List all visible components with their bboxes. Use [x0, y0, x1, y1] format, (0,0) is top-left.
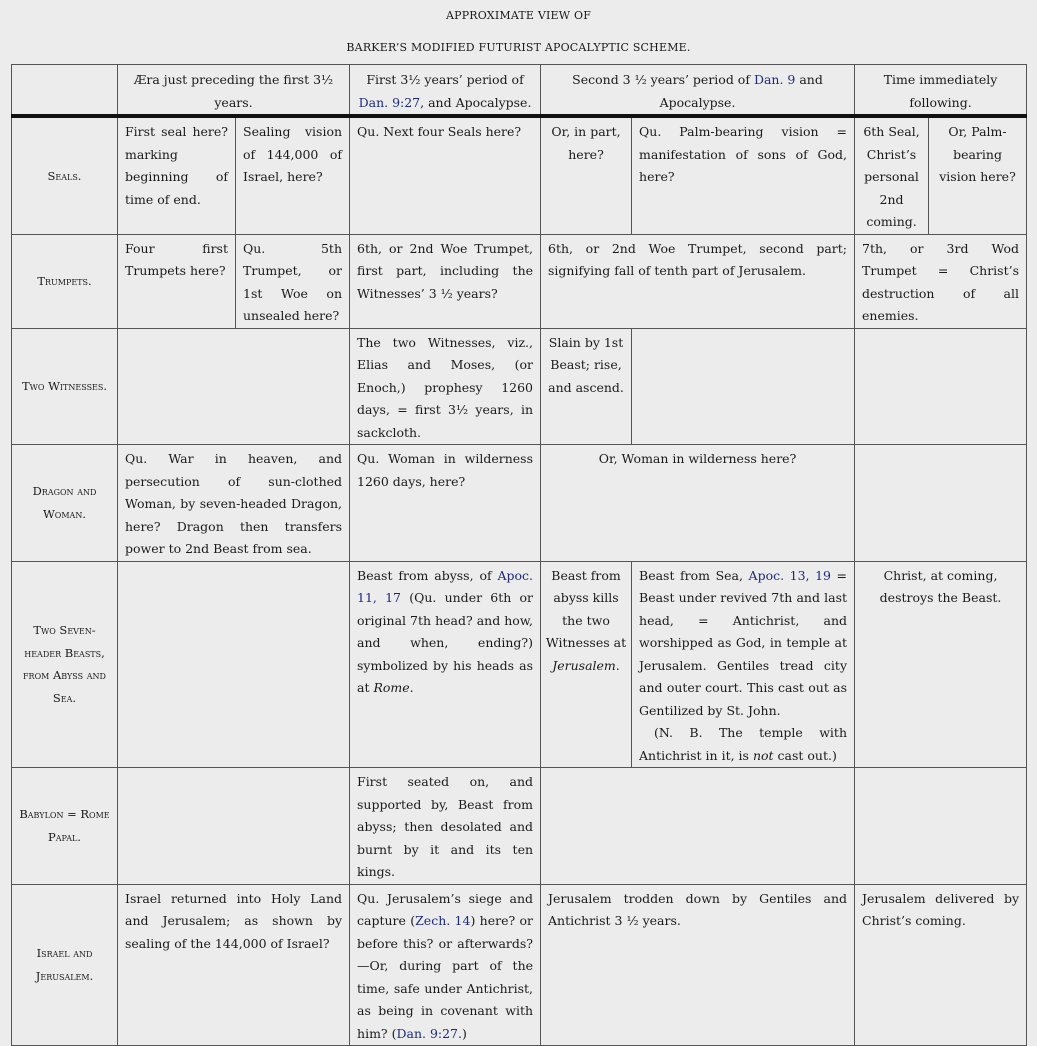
row-two-beasts: [12, 561, 1027, 768]
title-line-1: APPROXIMATE VIEW OF: [445, 9, 592, 22]
row-label-two-beasts: Two Seven-header Beasts, from Abyss and Sea.: [12, 561, 118, 768]
seals-cell-g: Or, Palm-bearing vision here?: [929, 116, 1027, 234]
israel-cell-c: Qu. Jerusalem’s siege and capture (Zech. 14) here? or before this? or afterwards?—Or, during part of the time, safe under Antichrist, as being in covenant with him? (Dan. 9:27.): [350, 884, 541, 1046]
witnesses-cell-c: The two Witnesses, viz., Elias and Moses, (or Enoch,) prophesy 1260 days, = first 3½ years, in sackcloth.: [350, 328, 541, 445]
witnesses-cell-e: [632, 328, 855, 445]
beasts-cell-c: Beast from abyss, of Apoc. 11, 17 (Qu. under 6th or original 7th head? and how, and when, ending?) symbolized by his heads as at Rome.: [350, 561, 541, 768]
row-label-israel: Israel and Jerusalem.: [12, 884, 118, 1046]
header-row: [12, 65, 1027, 117]
trumpets-cell-c: 6th, or 2nd Woe Trumpet, first part, including the Witnesses’ 3 ½ years?: [350, 234, 541, 328]
trumpets-cell-a: Four first Trumpets here?: [118, 234, 236, 328]
row-babylon: [12, 768, 1027, 885]
trumpets-cell-b: Qu. 5th Trumpet, or 1st Woe on unsealed here?: [236, 234, 350, 328]
witnesses-cell-a: [118, 328, 350, 445]
row-label-two-witnesses: Two Witnesses.: [12, 328, 118, 445]
header-era-preceding: Æra just preceding the first 3½ years.: [118, 65, 350, 117]
witnesses-cell-d: Slain by 1st Beast; rise, and ascend.: [541, 328, 632, 445]
row-seals: [12, 116, 1027, 234]
title-line-2: BARKER’S MODIFIED FUTURIST APOCALYPTIC SCHEME.: [346, 41, 691, 54]
header-first-period: First 3½ years’ period of Dan. 9:27, and Apocalypse.: [350, 65, 541, 117]
seals-cell-c: Qu. Next four Seals here?: [350, 116, 541, 234]
link-zech-14[interactable]: Zech. 14: [415, 913, 471, 928]
row-label-trumpets: Trumpets.: [12, 234, 118, 328]
dragon-cell-e: [855, 445, 1027, 562]
link-dan-9[interactable]: Dan. 9: [753, 72, 796, 87]
seals-cell-b: Sealing vision of 144,000 of Israel, here?: [236, 116, 350, 234]
header-time-following: Time immediately following.: [855, 65, 1027, 117]
dragon-cell-c: Qu. Woman in wilderness 1260 days, here?: [350, 445, 541, 562]
seals-cell-a: First seal here? marking beginning of time of end.: [118, 116, 236, 234]
link-dan-9-27-israel[interactable]: Dan. 9:27: [396, 1025, 459, 1041]
scheme-table: [11, 64, 1027, 1046]
row-label-dragon-woman: Dragon and Woman.: [12, 445, 118, 562]
beasts-nb-note: (N. B. The temple with Antichrist in it, is not cast out.): [639, 725, 848, 763]
israel-cell-d: Jerusalem trodden down by Gentiles and Antichrist 3 ½ years.: [541, 884, 855, 1046]
link-apoc-11-17[interactable]: Apoc. 11, 17: [357, 567, 534, 605]
row-israel: [12, 884, 1027, 1046]
header-second-period: Second 3 ½ years’ period of Dan. 9 and Apocalypse.: [541, 65, 855, 117]
babylon-cell-d: [541, 768, 855, 885]
trumpets-cell-e: 7th, or 3rd Wod Trumpet = Christ’s destruction of all enemies.: [855, 234, 1027, 328]
seals-cell-e: Qu. Palm-bearing vision = manifestation of sons of God, here?: [632, 116, 855, 234]
header-empty-cell: [12, 65, 118, 117]
babylon-cell-e: [855, 768, 1027, 885]
row-two-witnesses: [12, 328, 1027, 445]
trumpets-cell-d: 6th, or 2nd Woe Trumpet, second part; signifying fall of tenth part of Jerusalem.: [541, 234, 855, 328]
row-label-babylon: Babylon = Rome Papal.: [12, 768, 118, 885]
seals-cell-f: 6th Seal, Christ’s personal 2nd coming.: [855, 116, 929, 234]
seals-cell-d: Or, in part, here?: [541, 116, 632, 234]
row-dragon-woman: [12, 445, 1027, 562]
dragon-cell-d: Or, Woman in wilderness here?: [541, 445, 855, 562]
dragon-cell-a: Qu. War in heaven, and persecution of sun-clothed Woman, by seven-headed Dragon, here? Dragon then transfers power to 2nd Beast from sea.: [118, 445, 350, 562]
row-label-seals: Seals.: [12, 116, 118, 234]
witnesses-cell-f: [855, 328, 1027, 445]
beasts-cell-e: Beast from Sea, Apoc. 13, 19 = Beast under revived 7th and last head, = Antichrist, and worshipped as God, in temple at Jerusalem. Gentiles tread city and outer court. This cast out as Gentilized by St. John. (N. B. The temple with Antichrist in it, is not cast out.): [632, 561, 855, 768]
babylon-cell-c: First seated on, and supported by, Beast from abyss; then desolated and burnt by it and its ten kings.: [350, 768, 541, 885]
row-trumpets: [12, 234, 1027, 328]
israel-cell-e: Jerusalem delivered by Christ’s coming.: [855, 884, 1027, 1046]
beasts-cell-f: Christ, at coming, destroys the Beast.: [855, 561, 1027, 768]
beasts-cell-a: [118, 561, 350, 768]
beasts-cell-d: Beast from abyss kills the two Witnesses at Jerusalem.: [541, 561, 632, 768]
babylon-cell-a: [118, 768, 350, 885]
link-apoc-13-19[interactable]: Apoc. 13, 19: [748, 567, 831, 583]
israel-cell-a: Israel returned into Holy Land and Jerusalem; as shown by sealing of the 144,000 of Israel?: [118, 884, 350, 1046]
link-dan-9-27[interactable]: Dan. 9:27: [358, 94, 421, 110]
